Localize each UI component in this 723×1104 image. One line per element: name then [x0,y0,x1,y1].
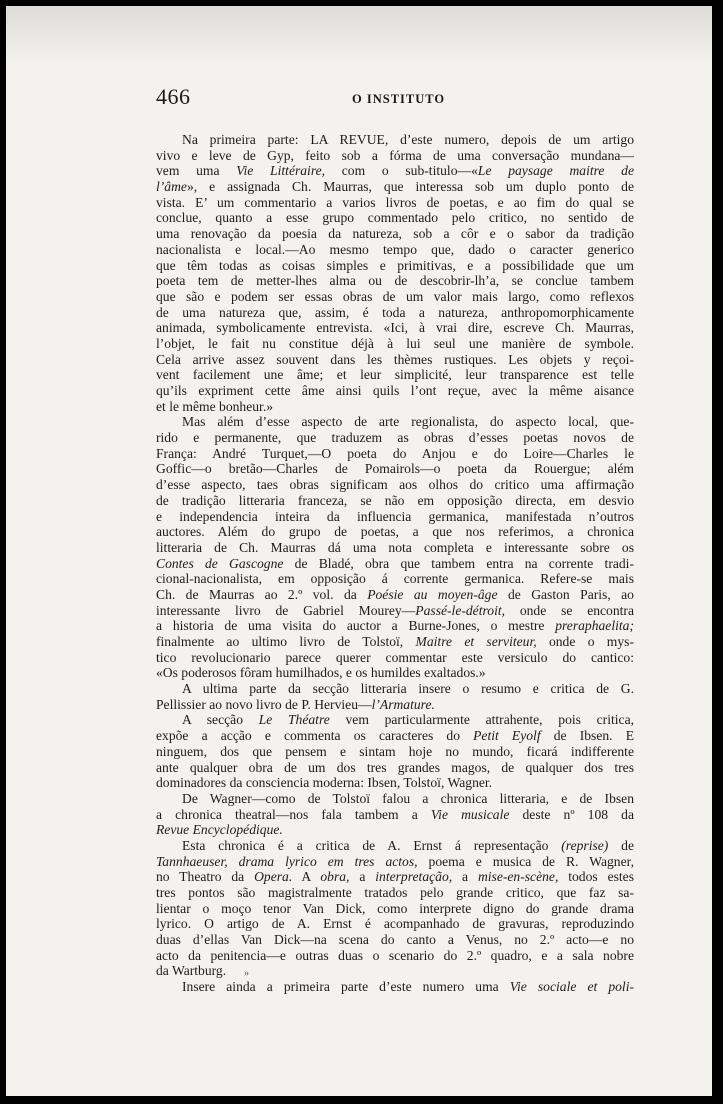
text-line [156,712,634,728]
text-segment: acto da penitencia—e outras duas o scenario do 2.º quadro, e a sala nobre [156,947,634,963]
text-segment: Vie Littéraire, [236,163,326,179]
text-line [156,509,634,525]
text-segment: Esta chronica é a critica de A. Ernst á representação [182,837,562,853]
text-line [156,603,634,619]
text-segment: Maitre et serviteur, [415,634,537,649]
text-segment: Petit Eyolf [473,728,541,744]
text-segment: A secção [182,712,259,728]
text-segment: A ultima parte da secção litteraria insere o resumo e critica de G. [182,681,634,697]
text-segment: Opera. [254,869,293,885]
body-text [156,132,634,995]
text-line [156,163,634,179]
text-segment: Le paysage maitre de [477,163,634,179]
text-segment: et le même bonheur.» [156,398,274,414]
text-segment: A [292,869,321,885]
text-segment: expõe a acção e commenta os caracteres do [156,728,474,744]
text-line [156,461,634,477]
text-line [156,399,634,415]
text-segment: obra, [320,869,350,885]
text-segment: lyrico. O artigo de A. Ernst é acompanhado de gravuras, reproduzindo [156,916,634,932]
text-line [156,273,634,289]
text-line [156,195,634,211]
text-line [156,132,634,148]
text-line [156,854,634,870]
text-segment: que são e podem ser essas obras de um valor mais largo, como reflexos [156,288,634,304]
text-segment: vent facilement une âme; et leur simplicité, leur transparence est telle [156,367,634,383]
text-line [156,822,634,838]
text-line [156,807,634,823]
text-segment: Poésie au moyen-âge [367,586,498,602]
text-segment: «Os poderosos fôram humilhados, e os humildes exaltados.» [156,665,486,681]
text-line [156,618,634,634]
text-segment: Passé-le-détroit, [415,602,506,618]
text-line [156,744,634,760]
text-segment: (reprise) [561,837,609,853]
text-line [156,367,634,383]
text-segment: de Gaston Paris, ao [497,586,634,602]
text-segment: Vie musicale [430,806,510,822]
text-line [156,760,634,776]
text-segment: Mas além d’esse aspecto de arte regionalista, do aspecto local, que- [182,414,634,430]
text-line [156,932,634,948]
text-segment: rido e permanente, que traduzem as obras d’esses poetas novos de [156,430,634,446]
text-line [156,446,634,462]
text-segment: De Wagner—como de Tolstoï falou a chronica litteraria, e de Ibsen [182,790,634,806]
text-line [156,179,634,195]
text-segment: conclue, quanto a esse grupo commentado pelo critico, no sentido de [156,210,634,226]
text-segment: Cela arrive assez souvent dans les thèmes rustiques. Les objets y reçoi- [156,351,634,367]
text-line [156,556,634,572]
text-segment: l’objet, le fait nu constitue déjà à lui seul une manière de symbole. [156,335,634,351]
text-line [156,226,634,242]
text-segment: França: André Turquet,—O poeta do Anjou e do Loire—Charles le [156,445,634,461]
text-line [156,524,634,540]
text-segment: Ch. de Maurras ao 2.º vol. da [156,586,368,602]
text-segment: dominadores da consciencia moderna: Ibsen, Tolstoï, Wagner. [156,775,493,791]
text-segment: preraphaelita; [555,618,634,634]
text-line [156,148,634,164]
text-segment: deste nº 108 da [509,806,634,822]
text-segment: tres pontos são magistralmente tratados pelo grande critico, que faz sa- [156,885,634,900]
text-line [156,305,634,321]
text-line [156,383,634,399]
text-segment: todos estes [558,869,634,885]
text-line [156,242,634,258]
text-line [156,352,634,368]
text-segment: ante qualquer obra de um dos tres grandes magos, de qualquer dos tres [156,759,634,775]
text-line [156,665,634,681]
text-line [156,979,634,995]
text-segment: litteraria de Ch. Maurras dá uma nota completa e interessante sobre os [156,539,634,555]
text-segment: que têm todas as coisas simples e primitivas, e a possibilidade que um [156,257,634,273]
text-line [156,948,634,964]
page-number: 466 [156,84,191,109]
text-segment: Tannhaeuser, drama lyrico em tres actos, [156,853,418,869]
text-segment: poema e musica de R. Wagner, [417,853,634,869]
text-segment: Na primeira parte: LA REVUE, d’este numero, depois de um artigo [182,132,634,147]
text-line [156,728,634,744]
text-segment: interessante livro de Gabriel Mourey— [156,602,416,618]
text-segment: Vie sociale et poli- [509,979,634,995]
text-line [156,634,634,650]
text-line [156,414,634,430]
text-segment: nacionalista e local.—Ao mesmo tempo que, dado o caracter generico [156,241,634,257]
text-segment: a [349,869,376,885]
text-segment: de uma natureza que, assim, é toda a natureza, anthropomorphicamente [156,304,634,320]
text-segment: de Bladé, obra que tambem entra na corrente tradi- [283,555,634,571]
text-segment: a historia de uma visita do auctor a Burne-Jones, o mestre [156,618,556,634]
text-line [156,963,634,979]
text-segment: l’âme [156,179,187,195]
text-segment: vivo e leve de Gyp, feito sob a fórma de uma conversação mundana— [156,147,634,163]
text-line [156,320,634,336]
text-segment: interpretação, [375,869,453,885]
text-segment: onde se encontra [505,602,634,618]
text-line [156,540,634,556]
text-segment: Goffic—o bretão—Charles de Pomairols—o poeta da Rouergue; além [156,461,634,477]
text-line [156,477,634,493]
running-head: O INSTITUTO [352,92,446,106]
text-line [156,571,634,587]
text-segment: auctores. Além do grupo de poetas, a que nos referimos, a chronica [156,524,634,540]
text-segment: Revue Encyclopédique. [156,822,283,838]
text-segment: animada, symbolicamente entrevista. «Ici, à vrai dire, escreve Ch. Maurras, [156,320,634,336]
text-segment: vem particularmente attrahente, pois critica, [329,712,634,728]
text-segment: tico revolucionario parece querer commentar este versiculo do cantico: [156,649,634,665]
text-segment: », e assignada Ch. Maurras, que interessa sob um duplo ponto de [186,179,634,195]
text-segment: uma renovação da poesia da natureza, sob a côr e o sabor da tradição [156,226,634,242]
text-line [156,838,634,854]
page-header [156,84,634,108]
document-page [6,6,712,1096]
text-segment: Contes de Gascogne [156,555,284,571]
text-segment: da Wartburg. [156,963,227,979]
text-line [156,869,634,885]
text-segment: a [452,869,478,885]
text-line [156,210,634,226]
text-segment: de [608,837,634,853]
text-segment: mise-en-scène, [477,869,559,885]
text-segment: lientar o moço tenor Van Dick, como interprete digno do grande drama [156,900,634,916]
text-line [156,336,634,352]
text-line [156,916,634,932]
text-segment: finalmente ao ultimo livro de Tolstoï, [156,634,416,649]
text-segment: no Theatro da [156,869,255,885]
stray-mark: » [244,968,249,979]
text-line [156,901,634,917]
text-segment: vem uma [156,163,237,179]
text-segment: duas d’ellas Van Dick—na scena do canto a Venus, no 2.º acto—e no [156,932,634,948]
text-line [156,258,634,274]
text-segment: l’Armature. [371,696,435,712]
text-line [156,650,634,666]
text-line [156,775,634,791]
text-segment: vista. E’ um commentario a varios livros de poetas, e ao fim do qual se [156,194,634,210]
text-segment: onde o mys- [536,634,634,649]
text-segment: de Ibsen. E [540,728,634,744]
text-segment: com o sub-titulo—« [325,163,478,179]
text-line [156,493,634,509]
text-segment: a chronica theatral—nos fala tambem a [156,806,431,822]
text-segment: cional-nacionalista, em opposição á corrente germanica. Refere-se mais [156,571,634,587]
text-line [156,430,634,446]
text-line [156,681,634,697]
text-segment: ninguem, dos que pensem e sintam hoje no mundo, ficará indifferente [156,743,634,759]
text-segment: qu’ils expriment cette âme ainsi quils l’ont reçue, avec la même aisance [156,383,634,398]
text-line [156,289,634,305]
text-line [156,697,634,713]
text-segment: de tradição litteraria franceza, se não em opposição directa, em desvio [156,492,634,508]
text-segment: d’esse aspecto, taes obras significam aos olhos do critico uma affirmação [156,477,634,493]
text-segment: e independencia inteira da influencia germanica, manifestada n’outros [156,508,634,524]
text-segment: Insere ainda a primeira parte d’este numero uma [182,979,510,995]
text-line [156,587,634,603]
text-line [156,791,634,807]
text-segment: poeta tem de metter-lhes alma ou de descobrir-lh’a, se conclue tambem [156,273,634,289]
text-segment: Le Théatre [258,712,330,728]
text-segment: Pellissier ao novo livro de P. Hervieu— [156,696,372,712]
text-line [156,885,634,901]
